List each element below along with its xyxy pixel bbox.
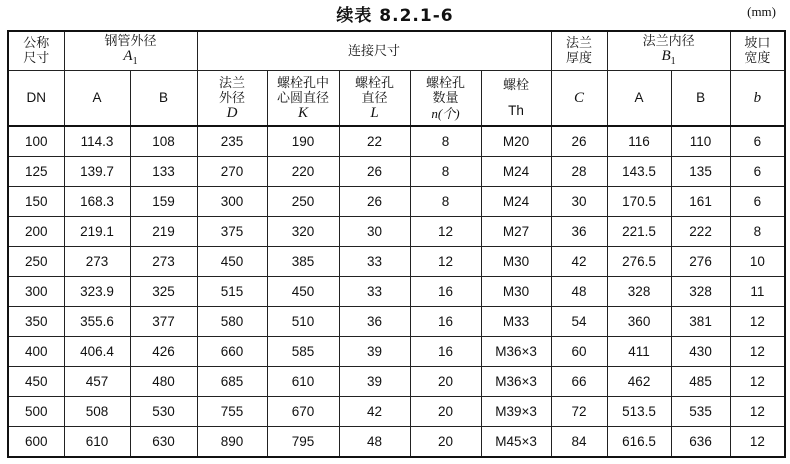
table-cell: 660 (197, 337, 267, 367)
table-cell: M36×3 (481, 337, 551, 367)
header-bolt-symbol: Th (508, 103, 524, 118)
table-cell: 300 (197, 187, 267, 217)
table-cell: 328 (607, 277, 671, 307)
table-cell: M30 (481, 277, 551, 307)
table-cell: 12 (730, 337, 785, 367)
table-cell: 8 (410, 126, 481, 157)
header-dn-label: DN (26, 90, 46, 105)
table-cell: M20 (481, 126, 551, 157)
table-cell: 12 (730, 427, 785, 458)
table-cell: 480 (130, 367, 197, 397)
header-flange-id-a-label: A (634, 90, 644, 105)
table-cell: 323.9 (64, 277, 130, 307)
table-cell: 39 (339, 367, 410, 397)
table-cell: 84 (551, 427, 607, 458)
table-cell: 8 (410, 187, 481, 217)
table-cell: 20 (410, 367, 481, 397)
header-pipe-od-a (64, 71, 130, 127)
table-cell: 670 (267, 397, 339, 427)
header-flange-od (197, 71, 267, 127)
table-cell: 12 (730, 307, 785, 337)
table-cell: 66 (551, 367, 607, 397)
table-cell: 100 (8, 126, 64, 157)
header-bevel-width-label: 坡口宽度 (744, 36, 771, 66)
header-bolt-hole-count-symbol: n(个) (431, 105, 460, 121)
header-bolt-hole-count-label: 螺栓孔数量 (426, 75, 466, 106)
table-cell: 300 (8, 277, 64, 307)
table-cell: 54 (551, 307, 607, 337)
table-cell: 12 (410, 217, 481, 247)
table-cell: 16 (410, 307, 481, 337)
table-cell: M30 (481, 247, 551, 277)
table-cell: 535 (671, 397, 730, 427)
table-cell: 350 (8, 307, 64, 337)
table-cell: 360 (607, 307, 671, 337)
table-cell: 116 (607, 126, 671, 157)
table-row (8, 397, 785, 427)
header-bolt-circle (267, 71, 339, 127)
table-cell: 250 (267, 187, 339, 217)
flange-dimension-table (7, 30, 786, 458)
table-row (8, 247, 785, 277)
table-cell: 42 (551, 247, 607, 277)
table-cell: 36 (339, 307, 410, 337)
table-cell: 510 (267, 307, 339, 337)
table-cell: 8 (410, 157, 481, 187)
table-cell: 270 (197, 157, 267, 187)
header-bolt-circle-symbol: K (298, 104, 309, 121)
table-cell: 114.3 (64, 126, 130, 157)
header-pipe-od-b-label: B (159, 90, 169, 105)
header-flange-thickness (551, 31, 607, 71)
header-bolt-hole-dia-symbol: L (370, 104, 379, 121)
table-cell: 235 (197, 126, 267, 157)
table-cell: 636 (671, 427, 730, 458)
table-cell: 273 (64, 247, 130, 277)
table-cell: 530 (130, 397, 197, 427)
table-cell: 42 (339, 397, 410, 427)
table-cell: 30 (551, 187, 607, 217)
table-cell: 450 (197, 247, 267, 277)
table-cell: 400 (8, 337, 64, 367)
table-cell: 161 (671, 187, 730, 217)
table-cell: 328 (671, 277, 730, 307)
table-cell: 610 (267, 367, 339, 397)
table-cell: 168.3 (64, 187, 130, 217)
table-cell: 72 (551, 397, 607, 427)
table-cell: 60 (551, 337, 607, 367)
header-flange-od-label: 法兰外径 (219, 75, 246, 106)
table-cell: 36 (551, 217, 607, 247)
table-cell: 426 (130, 337, 197, 367)
table-cell: 6 (730, 126, 785, 157)
table-cell: 26 (339, 157, 410, 187)
table-cell: 377 (130, 307, 197, 337)
table-cell: M33 (481, 307, 551, 337)
table-title: 续表 8.2.1-6 (336, 6, 454, 26)
table-cell: 755 (197, 397, 267, 427)
header-flange-id-label: 法兰内径 (642, 33, 695, 49)
table-cell: 450 (8, 367, 64, 397)
table-cell: 190 (267, 126, 339, 157)
table-cell: 355.6 (64, 307, 130, 337)
header-pipe-od-b (130, 71, 197, 127)
table-cell: 30 (339, 217, 410, 247)
header-flange-thickness-symbol-cell (551, 71, 607, 127)
table-cell: 485 (671, 367, 730, 397)
header-pipe-od (64, 31, 197, 71)
table-cell: 159 (130, 187, 197, 217)
header-pipe-od-a-label: A (92, 90, 102, 105)
table-cell: 276.5 (607, 247, 671, 277)
table-row (8, 307, 785, 337)
header-nominal-size (8, 31, 64, 71)
table-row (8, 157, 785, 187)
table-cell: 406.4 (64, 337, 130, 367)
table-cell: M27 (481, 217, 551, 247)
table-cell: 430 (671, 337, 730, 367)
header-pipe-od-symbol: $A_1$ (123, 47, 138, 67)
header-connection (197, 31, 551, 71)
table-cell: 381 (671, 307, 730, 337)
table-cell: 12 (410, 247, 481, 277)
header-bolt-hole-count (410, 71, 481, 127)
header-bevel-width (730, 31, 785, 71)
table-cell: 585 (267, 337, 339, 367)
table-cell: 6 (730, 157, 785, 187)
table-cell: 133 (130, 157, 197, 187)
header-bolt-circle-label: 螺栓孔中心圆直径 (277, 75, 330, 106)
table-cell: 150 (8, 187, 64, 217)
table-cell: 143.5 (607, 157, 671, 187)
header-connection-label: 连接尺寸 (348, 43, 401, 59)
table-cell: 33 (339, 247, 410, 277)
table-cell: 12 (730, 397, 785, 427)
header-dn (8, 71, 64, 127)
header-flange-id-b-label: B (696, 90, 706, 105)
unit-label: (mm) (747, 4, 776, 19)
table-cell: 385 (267, 247, 339, 277)
table-cell: 11 (730, 277, 785, 307)
table-cell: 600 (8, 427, 64, 458)
table-cell: 200 (8, 217, 64, 247)
table-cell: 28 (551, 157, 607, 187)
header-flange-id-b (671, 71, 730, 127)
table-cell: 513.5 (607, 397, 671, 427)
table-cell: 219 (130, 217, 197, 247)
table-cell: 795 (267, 427, 339, 458)
table-cell: 48 (339, 427, 410, 458)
table-cell: 6 (730, 187, 785, 217)
table-cell: 220 (267, 157, 339, 187)
table-cell: 20 (410, 397, 481, 427)
table-row (8, 427, 785, 458)
table-cell: 108 (130, 126, 197, 157)
table-cell: 33 (339, 277, 410, 307)
table-cell: 222 (671, 217, 730, 247)
table-cell: 110 (671, 126, 730, 157)
table-cell: 22 (339, 126, 410, 157)
table-cell: 139.7 (64, 157, 130, 187)
table-cell: 457 (64, 367, 130, 397)
header-flange-thickness-label: 法兰厚度 (566, 36, 593, 66)
table-cell: 580 (197, 307, 267, 337)
table-row (8, 126, 785, 157)
header-nominal-size-label: 公称尺寸 (23, 36, 50, 66)
table-cell: 616.5 (607, 427, 671, 458)
table-cell: 26 (551, 126, 607, 157)
table-cell: 515 (197, 277, 267, 307)
table-cell: 8 (730, 217, 785, 247)
table-cell: 276 (671, 247, 730, 277)
header-bolt-hole-dia-label: 螺栓孔直径 (355, 75, 395, 106)
table-cell: M39×3 (481, 397, 551, 427)
header-pipe-od-label: 钢管外径 (104, 33, 157, 49)
header-flange-thickness-symbol: C (574, 89, 585, 106)
table-cell: 462 (607, 367, 671, 397)
table-cell: M36×3 (481, 367, 551, 397)
table-row (8, 277, 785, 307)
header-bevel-width-symbol: b (753, 89, 762, 106)
table-cell: 273 (130, 247, 197, 277)
table-cell: M45×3 (481, 427, 551, 458)
header-flange-id-symbol: $B_1$ (661, 47, 676, 67)
header-bolt-hole-dia (339, 71, 410, 127)
table-row (8, 217, 785, 247)
table-cell: 26 (339, 187, 410, 217)
table-cell: 250 (8, 247, 64, 277)
table-cell: 375 (197, 217, 267, 247)
header-flange-id (607, 31, 730, 71)
table-cell: 39 (339, 337, 410, 367)
table-row (8, 367, 785, 397)
table-cell: 16 (410, 277, 481, 307)
table-body (8, 126, 785, 457)
table-cell: 685 (197, 367, 267, 397)
table-cell: M24 (481, 157, 551, 187)
table-cell: 48 (551, 277, 607, 307)
table-cell: 135 (671, 157, 730, 187)
table-cell: 219.1 (64, 217, 130, 247)
table-cell: 10 (730, 247, 785, 277)
header-bolt-label: 螺栓 (503, 78, 530, 93)
table-row (8, 337, 785, 367)
header-bolt (481, 71, 551, 127)
table-cell: 16 (410, 337, 481, 367)
table-cell: 170.5 (607, 187, 671, 217)
table-cell: 610 (64, 427, 130, 458)
table-cell: 630 (130, 427, 197, 458)
table-cell: 500 (8, 397, 64, 427)
table-cell: 125 (8, 157, 64, 187)
table-cell: 325 (130, 277, 197, 307)
table-row (8, 187, 785, 217)
header-flange-od-symbol: D (226, 104, 238, 121)
table-cell: 890 (197, 427, 267, 458)
table-cell: M24 (481, 187, 551, 217)
header-flange-id-a (607, 71, 671, 127)
table-cell: 320 (267, 217, 339, 247)
header-bevel-width-symbol-cell (730, 71, 785, 127)
table-cell: 411 (607, 337, 671, 367)
table-cell: 221.5 (607, 217, 671, 247)
table-cell: 12 (730, 367, 785, 397)
table-cell: 450 (267, 277, 339, 307)
table-cell: 508 (64, 397, 130, 427)
table-cell: 20 (410, 427, 481, 458)
